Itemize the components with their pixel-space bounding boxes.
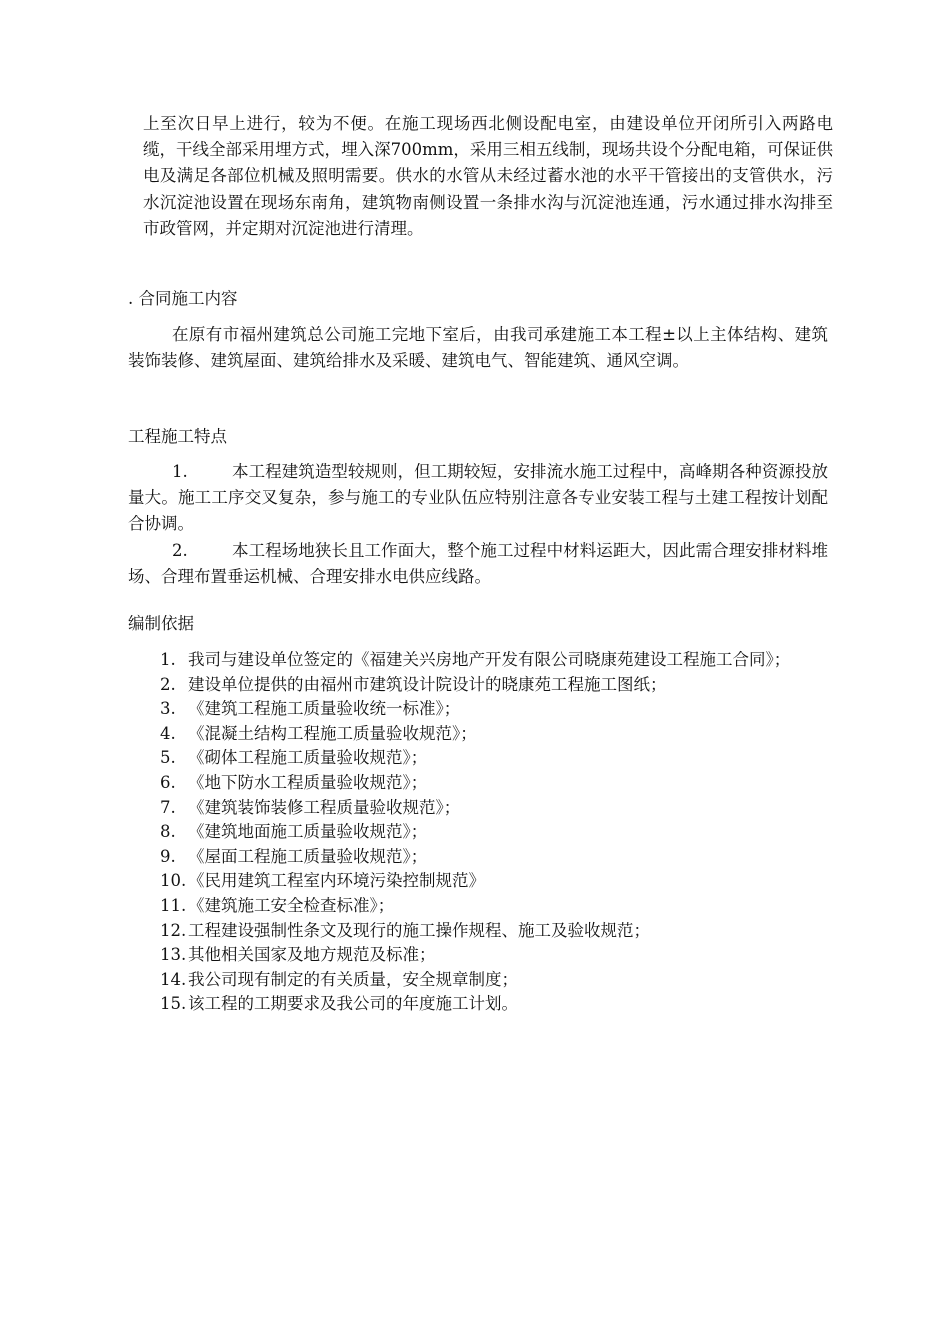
basis-number: 10.: [160, 871, 187, 891]
basis-text: 《建筑施工安全检查标准》；: [188, 895, 395, 915]
basis-text: 该工程的工期要求及我公司的年度施工计划。: [188, 994, 518, 1014]
basis-text: 《建筑装饰装修工程质量验收规范》；: [188, 797, 461, 817]
basis-text: 《建筑地面施工质量验收规范》；: [188, 822, 428, 842]
basis-number: 7.: [160, 797, 176, 817]
basis-item: [128, 697, 828, 722]
basis-item: [128, 869, 828, 894]
basis-item: [128, 648, 828, 673]
feature-text: 本工程建筑造型较规则，但工期较短，安排流水施工过程中，高峰期各种资源投放量大。施工工序交叉复杂，参与施工的专业队伍应特别注意各专业安装工程与土建工程按计划配合协调。: [128, 462, 828, 534]
features-heading: 工程施工特点: [128, 427, 227, 446]
basis-number: 2.: [160, 674, 176, 694]
feature-number: 1.: [172, 462, 188, 481]
basis-text: 我公司现有制定的有关质量，安全规章制度；: [188, 969, 518, 989]
basis-heading: 编制依据: [128, 614, 194, 633]
basis-item: [128, 919, 828, 944]
basis-text: 《地下防水工程质量验收规范》；: [188, 772, 428, 792]
feature-item: [128, 459, 828, 538]
basis-number: 14.: [160, 969, 187, 989]
basis-list: [128, 648, 828, 1017]
basis-item: [128, 746, 828, 771]
basis-text: 《屋面工程施工质量验收规范》；: [188, 846, 428, 866]
basis-number: 12.: [160, 920, 187, 940]
basis-text: 我司与建设单位签定的《福建关兴房地产开发有限公司晓康苑建设工程施工合同》；: [188, 650, 791, 669]
contract-paragraph: 在原有市福州建筑总公司施工完地下室后，由我司承建施工本工程±以上主体结构、建筑装饰装修、建筑屋面、建筑给排水及采暖、建筑电气、智能建筑、通风空调。: [128, 325, 828, 371]
basis-number: 8.: [160, 822, 176, 842]
basis-text: 《混凝土结构工程施工质量验收规范》；: [188, 723, 477, 743]
basis-item: [128, 894, 828, 919]
basis-number: 1.: [160, 650, 176, 669]
basis-item: [128, 673, 828, 698]
basis-item: [128, 820, 828, 845]
features-list: [128, 459, 828, 590]
basis-text: 工程建设强制性条文及现行的施工操作规程、施工及验收规范；: [188, 920, 650, 940]
basis-item: [128, 722, 828, 747]
basis-text: 《建筑工程施工质量验收统一标准》；: [188, 699, 461, 719]
basis-text: 建设单位提供的由福州市建筑设计院设计的晓康苑工程施工图纸；: [188, 674, 667, 694]
basis-item: [128, 845, 828, 870]
basis-item: [128, 943, 828, 968]
basis-number: 11.: [160, 895, 187, 915]
basis-item: [128, 992, 828, 1017]
basis-item: [128, 771, 828, 796]
basis-number: 15.: [160, 994, 187, 1014]
feature-item: [128, 538, 828, 590]
basis-number: 6.: [160, 772, 176, 792]
basis-number: 13.: [160, 945, 187, 965]
basis-text: 《民用建筑工程室内环境污染控制规范》: [188, 871, 485, 891]
basis-text: 《砌体工程施工质量验收规范》；: [188, 748, 428, 768]
basis-number: 3.: [160, 699, 176, 719]
basis-number: 5.: [160, 748, 176, 768]
contract-heading: . 合同施工内容: [128, 289, 238, 308]
basis-number: 4.: [160, 723, 176, 743]
intro-paragraph: 上至次日早上进行，较为不便。在施工现场西北侧设配电室，由建设单位开闭所引入两路电缆，干线全部采用埋方式，埋入深700mm，采用三相五线制，现场共设个分配电箱，可保证供电及满足各部位机械及照明需要。供水的水管从未经过蓄水池的水平干管接出的支管供水，污水沉淀池设置在现场东南角，建筑物南侧设置一条排水沟与沉淀池连通，污水通过排水沟排至市政管网，并定期对沉淀池进行清理。: [143, 114, 833, 238]
feature-text: 本工程场地狭长且工作面大，整个施工过程中材料运距大，因此需合理安排材料堆场、合理布置垂运机械、合理安排水电供应线路。: [128, 540, 828, 586]
basis-item: [128, 796, 828, 821]
basis-text: 其他相关国家及地方规范及标准；: [188, 945, 436, 965]
feature-number: 2.: [172, 540, 188, 560]
basis-item: [128, 968, 828, 993]
basis-number: 9.: [160, 846, 176, 866]
